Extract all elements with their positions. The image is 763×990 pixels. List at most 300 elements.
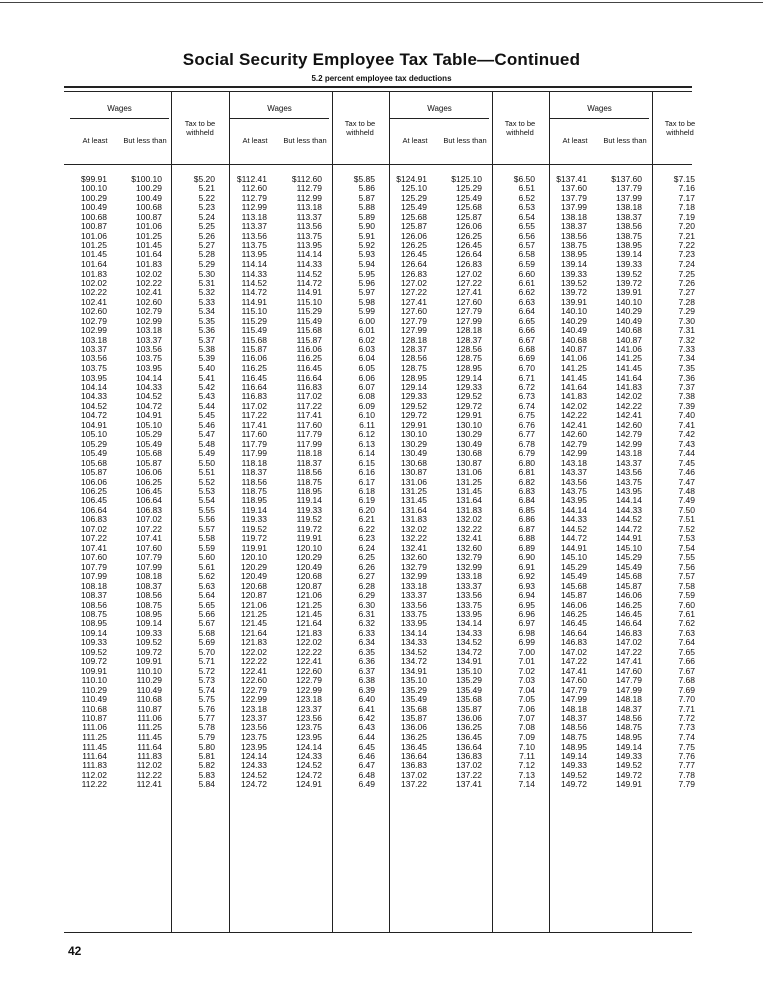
at-least-cell: 120.49 bbox=[241, 571, 267, 582]
at-least-cell: 101.64 bbox=[81, 258, 107, 269]
but-less-than-cell: 135.87 bbox=[456, 703, 482, 714]
but-less-than-cell: $112.60 bbox=[291, 174, 322, 184]
at-least-cell: 116.83 bbox=[241, 391, 267, 402]
tax-cell: 6.88 bbox=[518, 533, 535, 544]
but-less-than-cell: 138.18 bbox=[616, 202, 642, 213]
tax-cell: 7.10 bbox=[518, 741, 535, 752]
at-least-cell: 125.87 bbox=[401, 221, 427, 232]
but-less-than-cell: 123.18 bbox=[296, 694, 322, 705]
but-less-than-cell: 117.02 bbox=[296, 391, 322, 402]
tax-cell: 7.22 bbox=[678, 240, 695, 251]
tax-cell: 6.24 bbox=[358, 542, 375, 553]
tax-cell: 5.49 bbox=[198, 448, 215, 459]
wages-header-rule bbox=[230, 118, 329, 119]
at-least-cell: 117.41 bbox=[241, 419, 267, 430]
at-least-cell: 103.18 bbox=[81, 334, 107, 345]
tax-cell: 7.57 bbox=[678, 571, 695, 582]
but-less-than-cell: 102.60 bbox=[136, 296, 162, 307]
table-row bbox=[64, 258, 695, 269]
tax-cell: 7.39 bbox=[678, 400, 695, 411]
tax-cell: 7.13 bbox=[518, 769, 535, 780]
but-less-than-cell: 136.45 bbox=[456, 731, 482, 742]
but-less-than-cell: 148.56 bbox=[616, 713, 642, 724]
at-least-cell: $99.91 bbox=[81, 174, 107, 184]
tax-cell: 6.57 bbox=[518, 240, 535, 251]
at-least-cell: 139.91 bbox=[561, 296, 587, 307]
tax-cell: 7.30 bbox=[678, 315, 695, 326]
tax-cell: 5.86 bbox=[358, 183, 375, 194]
but-less-than-cell: 111.25 bbox=[137, 722, 162, 733]
but-less-than-cell: 127.99 bbox=[456, 315, 482, 326]
at-least-cell: 148.56 bbox=[561, 722, 587, 733]
at-least-cell: 113.37 bbox=[241, 221, 267, 232]
but-less-than-cell: 142.02 bbox=[616, 391, 642, 402]
but-less-than-cell: 124.52 bbox=[296, 760, 322, 771]
but-less-than-cell: 107.02 bbox=[136, 514, 162, 525]
but-less-than-cell: 140.49 bbox=[616, 315, 642, 326]
tax-cell: 6.04 bbox=[358, 353, 375, 364]
at-least-cell: 103.56 bbox=[81, 353, 107, 364]
at-least-cell: 142.41 bbox=[561, 419, 587, 430]
but-less-than-cell: 112.02 bbox=[136, 760, 162, 771]
tax-cell: 7.46 bbox=[678, 467, 695, 478]
at-least-cell: 108.18 bbox=[81, 580, 107, 591]
at-least-cell: 125.68 bbox=[401, 211, 427, 222]
but-less-than-cell: 128.95 bbox=[456, 363, 482, 374]
tax-cell: 6.14 bbox=[358, 448, 375, 459]
tax-cell: 6.01 bbox=[358, 325, 375, 336]
tax-table-body bbox=[64, 174, 695, 790]
but-less-than-cell: 138.56 bbox=[616, 221, 642, 232]
at-least-cell: 110.68 bbox=[81, 703, 107, 714]
at-least-cell: 145.29 bbox=[561, 561, 587, 572]
at-least-cell: 111.64 bbox=[82, 750, 107, 761]
tax-cell: 6.97 bbox=[518, 618, 535, 629]
but-less-than-cell: 113.56 bbox=[296, 221, 322, 232]
at-least-cell: 105.87 bbox=[81, 467, 107, 478]
but-less-than-cell: 132.22 bbox=[456, 523, 482, 534]
at-least-cell: 100.68 bbox=[81, 211, 107, 222]
but-less-than-cell: $137.60 bbox=[611, 174, 642, 184]
but-less-than-cell: 139.91 bbox=[616, 287, 642, 298]
tax-cell: 6.25 bbox=[358, 552, 375, 563]
tax-cell: 6.38 bbox=[358, 675, 375, 686]
tax-cell: 7.52 bbox=[678, 523, 695, 534]
at-least-cell: 142.79 bbox=[561, 438, 587, 449]
at-least-cell: 141.45 bbox=[561, 372, 587, 383]
at-least-cell: 129.52 bbox=[401, 400, 427, 411]
but-less-than-cell: 142.79 bbox=[616, 429, 642, 440]
but-less-than-cell: 118.75 bbox=[296, 476, 322, 487]
at-least-cell: 146.06 bbox=[561, 599, 587, 610]
at-least-cell: 131.45 bbox=[401, 495, 427, 506]
tax-cell: 5.73 bbox=[198, 675, 215, 686]
at-least-cell: 140.29 bbox=[561, 315, 587, 326]
tax-cell: 7.49 bbox=[678, 495, 695, 506]
at-least-cell: 102.99 bbox=[81, 325, 107, 336]
at-least-cell: 134.52 bbox=[401, 646, 427, 657]
but-less-than-cell: 120.49 bbox=[296, 561, 322, 572]
tax-cell: 5.25 bbox=[198, 221, 215, 232]
tax-cell: 6.77 bbox=[518, 429, 535, 440]
but-less-than-cell: 111.45 bbox=[137, 731, 162, 742]
but-less-than-cell: 102.99 bbox=[136, 315, 162, 326]
at-least-cell: 135.29 bbox=[401, 684, 427, 695]
at-least-cell: 121.45 bbox=[241, 618, 267, 629]
tax-cell: 5.82 bbox=[198, 760, 215, 771]
table-row bbox=[64, 589, 695, 600]
at-least-cell: 121.25 bbox=[241, 609, 267, 620]
but-less-than-cell: 140.68 bbox=[616, 325, 642, 336]
but-less-than-header: But less than bbox=[283, 136, 327, 145]
but-less-than-cell: 115.10 bbox=[296, 296, 322, 307]
but-less-than-cell: 143.75 bbox=[616, 476, 642, 487]
but-less-than-cell: 119.52 bbox=[296, 514, 322, 525]
at-least-cell: 138.18 bbox=[561, 211, 587, 222]
tax-cell: 7.20 bbox=[678, 221, 695, 232]
but-less-than-cell: 142.99 bbox=[616, 438, 642, 449]
at-least-cell: 119.91 bbox=[241, 542, 267, 553]
at-least-cell: 116.06 bbox=[241, 353, 267, 364]
at-least-cell: 138.37 bbox=[561, 221, 587, 232]
at-least-cell: 144.91 bbox=[561, 542, 587, 553]
at-least-cell: 120.87 bbox=[241, 589, 267, 600]
but-less-than-cell: 116.06 bbox=[296, 344, 322, 355]
tax-cell: 5.33 bbox=[198, 296, 215, 307]
tax-cell: 6.68 bbox=[518, 344, 535, 355]
at-least-cell: 109.33 bbox=[81, 637, 107, 648]
at-least-cell: 120.29 bbox=[241, 561, 267, 572]
at-least-cell: 108.56 bbox=[81, 599, 107, 610]
but-less-than-cell: 108.75 bbox=[136, 599, 162, 610]
tax-cell: 6.81 bbox=[518, 467, 535, 478]
but-less-than-cell: 137.79 bbox=[616, 183, 642, 194]
but-less-than-cell: 131.25 bbox=[456, 476, 482, 487]
but-less-than-cell: 108.95 bbox=[136, 609, 162, 620]
tax-cell: 7.70 bbox=[678, 694, 695, 705]
at-least-cell: 132.02 bbox=[401, 523, 427, 534]
but-less-than-cell: 147.60 bbox=[616, 665, 642, 676]
but-less-than-cell: 147.41 bbox=[616, 656, 642, 667]
wages-header: Wages bbox=[107, 104, 132, 113]
but-less-than-cell: 101.64 bbox=[136, 249, 162, 260]
but-less-than-cell: 126.64 bbox=[456, 249, 482, 260]
but-less-than-cell: 133.95 bbox=[456, 609, 482, 620]
but-less-than-cell: 116.64 bbox=[296, 372, 322, 383]
but-less-than-cell: 112.22 bbox=[136, 769, 162, 780]
at-least-cell: 122.41 bbox=[241, 665, 267, 676]
at-least-cell: 140.68 bbox=[561, 334, 587, 345]
but-less-than-cell: 149.33 bbox=[616, 750, 642, 761]
tax-cell: 6.84 bbox=[518, 495, 535, 506]
tax-cell: 6.91 bbox=[518, 561, 535, 572]
but-less-than-cell: 130.10 bbox=[456, 419, 482, 430]
at-least-cell: 132.22 bbox=[401, 533, 427, 544]
tax-cell: 7.38 bbox=[678, 391, 695, 402]
tax-cell: 6.11 bbox=[359, 419, 375, 430]
at-least-cell: $112.41 bbox=[236, 174, 267, 184]
at-least-cell: 147.22 bbox=[561, 656, 587, 667]
at-least-cell: 129.14 bbox=[401, 381, 427, 392]
at-least-cell: 135.10 bbox=[401, 675, 427, 686]
but-less-than-cell: 143.37 bbox=[616, 457, 642, 468]
tax-cell: 5.46 bbox=[198, 419, 215, 430]
tax-cell: 5.42 bbox=[198, 381, 215, 392]
at-least-cell: 107.02 bbox=[81, 523, 107, 534]
tax-withheld-header: Tax to be withheld bbox=[344, 119, 376, 137]
but-less-than-cell: 125.29 bbox=[456, 183, 482, 194]
at-least-cell: 110.29 bbox=[81, 684, 107, 695]
row-block bbox=[64, 599, 695, 648]
at-least-cell: 147.79 bbox=[561, 684, 587, 695]
tax-cell: 7.47 bbox=[678, 476, 695, 487]
tax-cell: 7.25 bbox=[678, 268, 695, 279]
at-least-cell: 132.41 bbox=[401, 542, 427, 553]
at-least-cell: 145.87 bbox=[561, 589, 587, 600]
but-less-than-cell: 143.95 bbox=[616, 485, 642, 496]
but-less-than-cell: 100.29 bbox=[136, 183, 162, 194]
but-less-than-cell: 147.99 bbox=[616, 684, 642, 695]
wages-header: Wages bbox=[427, 104, 452, 113]
but-less-than-cell: 128.37 bbox=[456, 334, 482, 345]
but-less-than-cell: 129.33 bbox=[456, 381, 482, 392]
but-less-than-cell: 105.68 bbox=[136, 448, 162, 459]
but-less-than-cell: 137.41 bbox=[456, 779, 482, 790]
but-less-than-cell: 102.02 bbox=[136, 268, 162, 279]
tax-cell: 5.89 bbox=[358, 211, 375, 222]
at-least-cell: 125.29 bbox=[401, 192, 427, 203]
at-least-cell: 134.14 bbox=[401, 627, 427, 638]
at-least-cell: 100.87 bbox=[81, 221, 107, 232]
page-number: 42 bbox=[68, 944, 82, 958]
but-less-than-cell: 114.33 bbox=[296, 258, 322, 269]
at-least-cell: 118.37 bbox=[241, 467, 267, 478]
but-less-than-cell: 141.06 bbox=[616, 344, 642, 355]
tax-cell: 6.33 bbox=[358, 627, 375, 638]
but-less-than-cell: 104.33 bbox=[136, 381, 162, 392]
tax-cell: 7.29 bbox=[678, 306, 695, 317]
tax-cell: 7.79 bbox=[678, 779, 695, 790]
tax-cell: 5.27 bbox=[198, 240, 215, 251]
at-least-cell: 100.29 bbox=[81, 192, 107, 203]
at-least-cell: 143.37 bbox=[561, 467, 587, 478]
tax-cell: 6.94 bbox=[518, 589, 535, 600]
at-least-cell: 104.52 bbox=[81, 400, 107, 411]
but-less-than-cell: 144.72 bbox=[616, 523, 642, 534]
at-least-cell: 117.22 bbox=[241, 410, 267, 421]
at-least-cell: 100.49 bbox=[81, 202, 107, 213]
tax-cell: 5.53 bbox=[198, 485, 215, 496]
tax-cell: 5.52 bbox=[198, 476, 215, 487]
but-less-than-cell: 110.87 bbox=[136, 703, 162, 714]
at-least-cell: 119.52 bbox=[241, 523, 267, 534]
tax-cell: 7.61 bbox=[678, 609, 695, 620]
but-less-than-cell: 127.22 bbox=[456, 277, 482, 288]
but-less-than-cell: 131.64 bbox=[456, 495, 482, 506]
at-least-cell: 103.95 bbox=[81, 372, 107, 383]
tax-cell: 6.80 bbox=[518, 457, 535, 468]
tax-cell: 5.51 bbox=[198, 467, 215, 478]
tax-cell: 6.10 bbox=[358, 410, 375, 421]
at-least-cell: 110.10 bbox=[81, 675, 107, 686]
row-block bbox=[64, 315, 695, 364]
at-least-cell: 145.68 bbox=[561, 580, 587, 591]
tax-cell: 5.78 bbox=[198, 722, 215, 733]
at-least-cell: 137.79 bbox=[561, 192, 587, 203]
but-less-than-cell: 129.91 bbox=[456, 410, 482, 421]
but-less-than-cell: 148.18 bbox=[616, 694, 642, 705]
but-less-than-cell: 105.49 bbox=[136, 438, 162, 449]
at-least-cell: 112.60 bbox=[241, 183, 267, 194]
tax-cell: 5.47 bbox=[198, 429, 215, 440]
at-least-cell: 130.87 bbox=[401, 467, 427, 478]
but-less-than-cell: 125.68 bbox=[456, 202, 482, 213]
but-less-than-cell: 104.52 bbox=[136, 391, 162, 402]
tax-cell: 7.45 bbox=[678, 457, 695, 468]
at-least-cell: 119.72 bbox=[241, 533, 267, 544]
tax-cell: $5.20 bbox=[193, 174, 215, 184]
tax-cell: 7.19 bbox=[678, 211, 695, 222]
tax-cell: 7.75 bbox=[678, 741, 695, 752]
header-rule-second bbox=[64, 91, 692, 92]
but-less-than-cell: 130.49 bbox=[456, 438, 482, 449]
tax-cell: 6.31 bbox=[358, 609, 375, 620]
but-less-than-cell: 112.99 bbox=[296, 192, 322, 203]
tax-cell: 5.44 bbox=[198, 400, 215, 411]
at-least-cell: 101.83 bbox=[81, 268, 107, 279]
but-less-than-cell: 145.49 bbox=[616, 561, 642, 572]
but-less-than-cell: 146.45 bbox=[616, 609, 642, 620]
but-less-than-cell: 126.45 bbox=[456, 240, 482, 251]
but-less-than-cell: 113.18 bbox=[296, 202, 322, 213]
tax-cell: 6.08 bbox=[358, 391, 375, 402]
at-least-cell: 105.68 bbox=[81, 457, 107, 468]
at-least-cell: 123.95 bbox=[241, 741, 267, 752]
but-less-than-cell: 140.10 bbox=[616, 296, 642, 307]
tax-cell: 7.44 bbox=[678, 448, 695, 459]
at-least-cell: 146.64 bbox=[561, 627, 587, 638]
at-least-cell: 102.60 bbox=[81, 306, 107, 317]
at-least-cell: 117.99 bbox=[241, 448, 267, 459]
tax-cell: 6.89 bbox=[518, 542, 535, 553]
but-less-than-cell: 107.79 bbox=[136, 552, 162, 563]
but-less-than-header: But less than bbox=[123, 136, 167, 145]
but-less-than-cell: 107.22 bbox=[136, 523, 162, 534]
tax-cell: 5.75 bbox=[198, 694, 215, 705]
tax-cell: 5.76 bbox=[198, 703, 215, 714]
tax-cell: 5.74 bbox=[198, 684, 215, 695]
but-less-than-cell: 122.60 bbox=[296, 665, 322, 676]
but-less-than-cell: 116.45 bbox=[296, 363, 322, 374]
at-least-cell: 128.37 bbox=[401, 344, 427, 355]
but-less-than-cell: 132.79 bbox=[456, 552, 482, 563]
tax-cell: 6.22 bbox=[358, 523, 375, 534]
tax-cell: 5.69 bbox=[198, 637, 215, 648]
at-least-cell: 116.45 bbox=[241, 372, 267, 383]
but-less-than-header: But less than bbox=[443, 136, 487, 145]
header-rule-top bbox=[64, 86, 692, 88]
but-less-than-cell: 101.83 bbox=[136, 258, 162, 269]
but-less-than-cell: 101.45 bbox=[136, 240, 162, 251]
but-less-than-cell: 107.99 bbox=[136, 561, 162, 572]
at-least-cell: 146.45 bbox=[561, 618, 587, 629]
at-least-cell: 139.14 bbox=[561, 258, 587, 269]
at-least-cell: 127.22 bbox=[401, 287, 427, 298]
but-less-than-cell: 149.52 bbox=[616, 760, 642, 771]
tax-cell: 5.63 bbox=[198, 580, 215, 591]
at-least-cell: 100.10 bbox=[81, 183, 107, 194]
tax-cell: 6.44 bbox=[358, 731, 375, 742]
at-least-cell: 104.91 bbox=[81, 419, 107, 430]
tax-cell: 5.29 bbox=[198, 258, 215, 269]
at-least-cell: 114.52 bbox=[241, 277, 267, 288]
at-least-cell: 122.99 bbox=[241, 694, 267, 705]
tax-cell: 7.32 bbox=[678, 334, 695, 345]
at-least-cell: 101.06 bbox=[81, 230, 107, 241]
but-less-than-cell: 134.33 bbox=[456, 627, 482, 638]
but-less-than-cell: 117.99 bbox=[296, 438, 322, 449]
but-less-than-cell: 141.64 bbox=[616, 372, 642, 383]
tax-cell: 7.28 bbox=[678, 296, 695, 307]
tax-cell: 6.67 bbox=[518, 334, 535, 345]
tax-cell: 5.98 bbox=[358, 296, 375, 307]
at-least-cell: 107.60 bbox=[81, 552, 107, 563]
but-less-than-cell: 122.22 bbox=[296, 646, 322, 657]
but-less-than-cell: 130.87 bbox=[456, 457, 482, 468]
at-least-cell: 110.87 bbox=[81, 713, 107, 724]
at-least-cell: 109.91 bbox=[81, 665, 107, 676]
but-less-than-cell: 134.14 bbox=[456, 618, 482, 629]
at-least-cell: 140.49 bbox=[561, 325, 587, 336]
but-less-than-cell: 123.56 bbox=[296, 713, 322, 724]
at-least-cell: 101.45 bbox=[81, 249, 107, 260]
at-least-cell: 113.18 bbox=[241, 211, 267, 222]
tax-cell: 7.54 bbox=[678, 542, 695, 553]
at-least-cell: 113.75 bbox=[241, 240, 267, 251]
but-less-than-cell: 148.95 bbox=[616, 731, 642, 742]
tax-cell: 7.43 bbox=[678, 438, 695, 449]
but-less-than-cell: 114.14 bbox=[296, 249, 322, 260]
tax-cell: 6.75 bbox=[518, 410, 535, 421]
at-least-cell: 110.49 bbox=[81, 694, 107, 705]
tax-cell: 7.73 bbox=[678, 722, 695, 733]
tax-cell: 5.38 bbox=[198, 344, 215, 355]
at-least-cell: 118.18 bbox=[241, 457, 267, 468]
at-least-cell: 114.14 bbox=[241, 258, 267, 269]
but-less-than-cell: 142.41 bbox=[616, 410, 642, 421]
but-less-than-cell: 138.75 bbox=[616, 230, 642, 241]
tax-cell: 5.91 bbox=[358, 230, 375, 241]
but-less-than-cell: 145.10 bbox=[616, 542, 642, 553]
but-less-than-cell: 106.64 bbox=[136, 495, 162, 506]
tax-cell: 7.51 bbox=[678, 514, 695, 525]
but-less-than-cell: 144.33 bbox=[616, 505, 642, 516]
but-less-than-cell: 127.79 bbox=[456, 306, 482, 317]
at-least-cell: 142.60 bbox=[561, 429, 587, 440]
but-less-than-cell: 128.18 bbox=[456, 325, 482, 336]
tax-cell: 6.69 bbox=[518, 353, 535, 364]
at-least-cell: 133.56 bbox=[401, 599, 427, 610]
at-least-cell: 107.99 bbox=[81, 571, 107, 582]
at-least-cell: 137.60 bbox=[561, 183, 587, 194]
top-edge-line bbox=[0, 2, 763, 3]
at-least-cell: 142.02 bbox=[561, 400, 587, 411]
at-least-cell: 141.06 bbox=[561, 353, 587, 364]
at-least-cell: 108.75 bbox=[81, 609, 107, 620]
but-less-than-cell: 111.64 bbox=[137, 741, 162, 752]
at-least-cell: 104.14 bbox=[81, 381, 107, 392]
tax-cell: 6.19 bbox=[358, 495, 375, 506]
